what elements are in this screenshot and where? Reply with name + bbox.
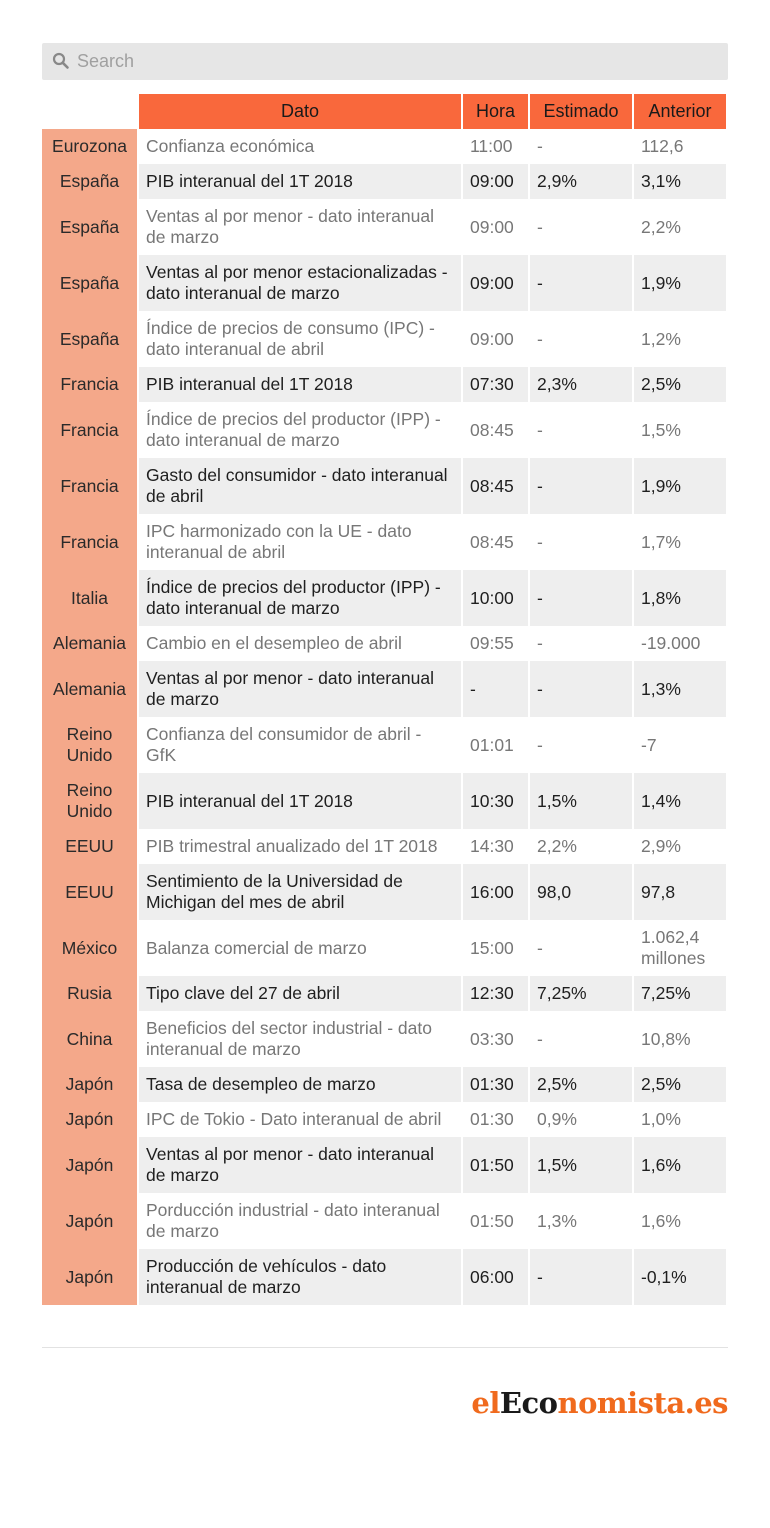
- anterior-cell: -19.000: [634, 626, 726, 661]
- hora-cell: 08:45: [463, 514, 528, 570]
- dato-cell: Tipo clave del 27 de abril: [139, 976, 461, 1011]
- dato-cell: PIB trimestral anualizado del 1T 2018: [139, 829, 461, 864]
- estimado-cell: -: [530, 458, 632, 514]
- dato-cell: Gasto del consumidor - dato interanual de abril: [139, 458, 461, 514]
- hora-cell: 06:00: [463, 1249, 528, 1305]
- hora-cell: 09:00: [463, 311, 528, 367]
- dato-cell: Tasa de desempleo de marzo: [139, 1067, 461, 1102]
- dato-cell: Beneficios del sector industrial - dato interanual de marzo: [139, 1011, 461, 1067]
- anterior-cell: 2,9%: [634, 829, 726, 864]
- header-country: [42, 94, 137, 129]
- table-row: [42, 717, 726, 773]
- anterior-cell: 1,9%: [634, 255, 726, 311]
- anterior-cell: 2,2%: [634, 199, 726, 255]
- header-dato[interactable]: Dato: [139, 94, 461, 129]
- dato-cell: Ventas al por menor - dato interanual de marzo: [139, 199, 461, 255]
- estimado-cell: -: [530, 402, 632, 458]
- hora-cell: 01:30: [463, 1102, 528, 1137]
- dato-cell: Balanza comercial de marzo: [139, 920, 461, 976]
- logo-part-eco: Eco: [499, 1386, 558, 1420]
- country-cell: Italia: [42, 570, 137, 626]
- search-bar[interactable]: [42, 43, 728, 80]
- page-content: [42, 43, 728, 1297]
- anterior-cell: 1,4%: [634, 773, 726, 829]
- table-row: [42, 1249, 726, 1305]
- hora-cell: 09:00: [463, 255, 528, 311]
- estimado-cell: -: [530, 1249, 632, 1305]
- anterior-cell: 10,8%: [634, 1011, 726, 1067]
- country-cell: Francia: [42, 458, 137, 514]
- anterior-cell: 1,9%: [634, 458, 726, 514]
- table-row: [42, 1193, 726, 1249]
- anterior-cell: 2,5%: [634, 1067, 726, 1102]
- anterior-cell: 1,5%: [634, 402, 726, 458]
- table-row: [42, 976, 726, 1011]
- estimado-cell: 0,9%: [530, 1102, 632, 1137]
- table-row: [42, 864, 726, 920]
- table-body: [42, 129, 726, 1305]
- estimado-cell: -: [530, 311, 632, 367]
- table-row: [42, 1137, 726, 1193]
- hora-cell: -: [463, 661, 528, 717]
- country-cell: Francia: [42, 402, 137, 458]
- anterior-cell: 1,6%: [634, 1137, 726, 1193]
- eleconomista-logo[interactable]: [471, 1386, 728, 1420]
- dato-cell: Porducción industrial - dato interanual de marzo: [139, 1193, 461, 1249]
- dato-cell: Confianza económica: [139, 129, 461, 164]
- country-cell: España: [42, 255, 137, 311]
- country-cell: EEUU: [42, 829, 137, 864]
- dato-cell: Ventas al por menor estacionalizadas - dato interanual de marzo: [139, 255, 461, 311]
- search-input[interactable]: [77, 43, 707, 80]
- country-cell: México: [42, 920, 137, 976]
- country-cell: Japón: [42, 1067, 137, 1102]
- dato-cell: Ventas al por menor - dato interanual de marzo: [139, 661, 461, 717]
- table-row: [42, 255, 726, 311]
- table-row: [42, 829, 726, 864]
- table-row: [42, 367, 726, 402]
- anterior-cell: 1,2%: [634, 311, 726, 367]
- table-row: [42, 311, 726, 367]
- estimado-cell: -: [530, 661, 632, 717]
- table-row: [42, 773, 726, 829]
- table-row: [42, 402, 726, 458]
- anterior-cell: 1,8%: [634, 570, 726, 626]
- dato-cell: PIB interanual del 1T 2018: [139, 773, 461, 829]
- country-cell: Alemania: [42, 661, 137, 717]
- anterior-cell: 97,8: [634, 864, 726, 920]
- hora-cell: 01:01: [463, 717, 528, 773]
- estimado-cell: -: [530, 570, 632, 626]
- data-table: [40, 94, 728, 1305]
- anterior-cell: 2,5%: [634, 367, 726, 402]
- hora-cell: 11:00: [463, 129, 528, 164]
- country-cell: EEUU: [42, 864, 137, 920]
- hora-cell: 09:55: [463, 626, 528, 661]
- country-cell: Rusia: [42, 976, 137, 1011]
- hora-cell: 07:30: [463, 367, 528, 402]
- dato-cell: Índice de precios del productor (IPP) - dato interanual de marzo: [139, 570, 461, 626]
- estimado-cell: -: [530, 255, 632, 311]
- anterior-cell: 1,7%: [634, 514, 726, 570]
- estimado-cell: -: [530, 1011, 632, 1067]
- anterior-cell: 112,6: [634, 129, 726, 164]
- country-cell: Francia: [42, 367, 137, 402]
- country-cell: España: [42, 199, 137, 255]
- country-cell: China: [42, 1011, 137, 1067]
- hora-cell: 08:45: [463, 402, 528, 458]
- header-anterior[interactable]: Anterior: [634, 94, 726, 129]
- table-row: [42, 920, 726, 976]
- dato-cell: Producción de vehículos - dato interanual de marzo: [139, 1249, 461, 1305]
- country-cell: Reino Unido: [42, 717, 137, 773]
- dato-cell: Índice de precios del productor (IPP) - dato interanual de marzo: [139, 402, 461, 458]
- hora-cell: 14:30: [463, 829, 528, 864]
- anterior-cell: 1.062,4 millones: [634, 920, 726, 976]
- table-row: [42, 1102, 726, 1137]
- estimado-cell: -: [530, 920, 632, 976]
- hora-cell: 10:30: [463, 773, 528, 829]
- dato-cell: Índice de precios de consumo (IPC) - dato interanual de abril: [139, 311, 461, 367]
- table-row: [42, 164, 726, 199]
- hora-cell: 15:00: [463, 920, 528, 976]
- hora-cell: 01:50: [463, 1193, 528, 1249]
- logo-part-nomista: nomista.es: [557, 1386, 728, 1420]
- estimado-cell: -: [530, 129, 632, 164]
- hora-cell: 03:30: [463, 1011, 528, 1067]
- country-cell: Eurozona: [42, 129, 137, 164]
- estimado-cell: 7,25%: [530, 976, 632, 1011]
- country-cell: Japón: [42, 1193, 137, 1249]
- dato-cell: IPC de Tokio - Dato interanual de abril: [139, 1102, 461, 1137]
- anterior-cell: 1,6%: [634, 1193, 726, 1249]
- estimado-cell: 1,3%: [530, 1193, 632, 1249]
- hora-cell: 09:00: [463, 199, 528, 255]
- country-cell: Japón: [42, 1249, 137, 1305]
- table-row: [42, 570, 726, 626]
- anterior-cell: 1,0%: [634, 1102, 726, 1137]
- estimado-cell: -: [530, 626, 632, 661]
- anterior-cell: -0,1%: [634, 1249, 726, 1305]
- table-row: [42, 626, 726, 661]
- estimado-cell: 98,0: [530, 864, 632, 920]
- table-row: [42, 1011, 726, 1067]
- country-cell: Reino Unido: [42, 773, 137, 829]
- dato-cell: Sentimiento de la Universidad de Michigan del mes de abril: [139, 864, 461, 920]
- dato-cell: Confianza del consumidor de abril - GfK: [139, 717, 461, 773]
- anterior-cell: 1,3%: [634, 661, 726, 717]
- header-estimado[interactable]: Estimado: [530, 94, 632, 129]
- hora-cell: 10:00: [463, 570, 528, 626]
- hora-cell: 01:50: [463, 1137, 528, 1193]
- table-row: [42, 661, 726, 717]
- table-row: [42, 1067, 726, 1102]
- hora-cell: 09:00: [463, 164, 528, 199]
- logo-part-el: el: [471, 1386, 500, 1420]
- dato-cell: Ventas al por menor - dato interanual de marzo: [139, 1137, 461, 1193]
- hora-cell: 01:30: [463, 1067, 528, 1102]
- estimado-cell: -: [530, 199, 632, 255]
- dato-cell: Cambio en el desempleo de abril: [139, 626, 461, 661]
- footer-divider: [42, 1347, 728, 1348]
- dato-cell: IPC harmonizado con la UE - dato interanual de abril: [139, 514, 461, 570]
- estimado-cell: 2,3%: [530, 367, 632, 402]
- table-row: [42, 514, 726, 570]
- estimado-cell: 2,2%: [530, 829, 632, 864]
- country-cell: España: [42, 311, 137, 367]
- country-cell: Japón: [42, 1137, 137, 1193]
- table-row: [42, 129, 726, 164]
- country-cell: España: [42, 164, 137, 199]
- anterior-cell: 7,25%: [634, 976, 726, 1011]
- estimado-cell: 1,5%: [530, 1137, 632, 1193]
- table-header-row: [42, 94, 726, 129]
- estimado-cell: 1,5%: [530, 773, 632, 829]
- table-row: [42, 199, 726, 255]
- anterior-cell: -7: [634, 717, 726, 773]
- estimado-cell: -: [530, 717, 632, 773]
- hora-cell: 16:00: [463, 864, 528, 920]
- header-hora[interactable]: Hora: [463, 94, 528, 129]
- country-cell: Francia: [42, 514, 137, 570]
- hora-cell: 08:45: [463, 458, 528, 514]
- hora-cell: 12:30: [463, 976, 528, 1011]
- anterior-cell: 3,1%: [634, 164, 726, 199]
- country-cell: Japón: [42, 1102, 137, 1137]
- dato-cell: PIB interanual del 1T 2018: [139, 367, 461, 402]
- table-row: [42, 458, 726, 514]
- search-icon: [52, 52, 70, 70]
- estimado-cell: 2,5%: [530, 1067, 632, 1102]
- dato-cell: PIB interanual del 1T 2018: [139, 164, 461, 199]
- estimado-cell: 2,9%: [530, 164, 632, 199]
- estimado-cell: -: [530, 514, 632, 570]
- country-cell: Alemania: [42, 626, 137, 661]
